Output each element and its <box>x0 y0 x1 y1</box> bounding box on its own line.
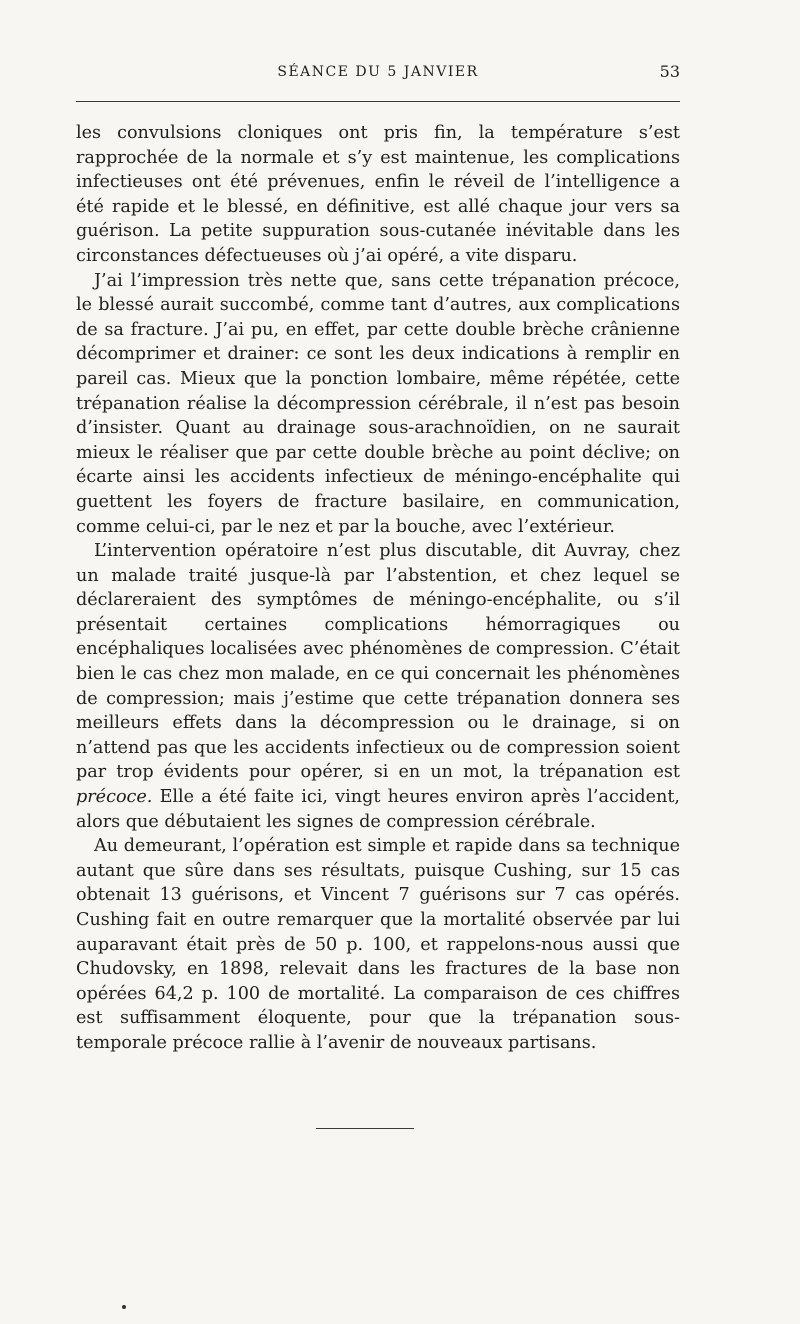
page-number: 53 <box>659 62 680 81</box>
body-text <box>76 121 680 1056</box>
running-head <box>76 64 680 88</box>
paragraph-3-text: L’intervention opératoire n’est plus discutable, dit Auvray, chez un malade traité jusque-là par l’abstention, et chez lequel se déclareraient des symptômes de méningo-encéphalite, ou s’il présentait certaines complications hémorragiques ou encéphaliques localisées avec phénomènes de compression. C’était bien le cas chez mon malade, en ce qui concernait les phénomènes de compression; mais j’estime que cette trépanation donnera ses meilleurs effets dans la décompression ou le drainage, si on n’attend pas que les accidents infectieux ou de compression soient par trop évidents pour opérer, si en un mot, la trépanation est <box>76 541 680 783</box>
paragraph-4: Au demeurant, l’opération est simple et rapide dans sa technique autant que sûre dans ses résultats, puisque Cushing, sur 15 cas obtenait 13 guérisons, et Vincent 7 guérisons sur 7 cas opérés. Cushing fait en outre remarquer que la mortalité observée par lui auparavant était près de 50 p. 100, et rappelons-nous aussi que Chudovsky, en 1898, relevait dans les fractures de la base non opérées 64,2 p. 100 de mortalité. La comparaison de ces chiffres est suffisamment éloquente, pour que la trépanation sous-temporale précoce rallie à l’avenir de nouveaux partisans. <box>76 836 680 1053</box>
end-rule <box>316 1128 414 1129</box>
header-rule <box>76 101 680 102</box>
running-head-title: SÉANCE DU 5 JANVIER <box>277 64 479 80</box>
ink-speck <box>122 1305 126 1309</box>
paragraph-1: les convulsions cloniques ont pris fin, la température s’est rapprochée de la normale et s’y est maintenue, les complications infectieuses ont été prévenues, enfin le réveil de l’intelligence a été rapide et le blessé, en définitive, est allé chaque jour vers sa guérison. La petite suppuration sous-cutanée inévitable dans les circonstances défectueuses où j’ai opéré, a vite disparu. <box>76 123 680 266</box>
paragraph-2: J’ai l’impression très nette que, sans cette trépanation précoce, le blessé aurait succombé, comme tant d’autres, aux complications de sa fracture. J’ai pu, en effet, par cette double brèche crânienne décomprimer et drainer: ce sont les deux indications à remplir en pareil cas. Mieux que la ponction lombaire, même répétée, cette trépanation réalise la décompression cérébrale, il n’est pas besoin d’insister. Quant au drainage sous-arachnoïdien, on ne saurait mieux le réaliser que par cette double brèche au point déclive; on écarte ainsi les accidents infectieux de méningo-encéphalite qui guettent les foyers de fracture basilaire, en communication, comme celui-ci, par le nez et par la bouche, avec l’extérieur. <box>76 270 680 537</box>
paragraph-3 <box>76 539 680 834</box>
paragraph-3-tail: Elle a été faite ici, vingt heures environ après l’accident, alors que débutaient les signes de compression cérébrale. <box>76 787 680 832</box>
paragraph-3-italic: précoce. <box>76 787 153 808</box>
